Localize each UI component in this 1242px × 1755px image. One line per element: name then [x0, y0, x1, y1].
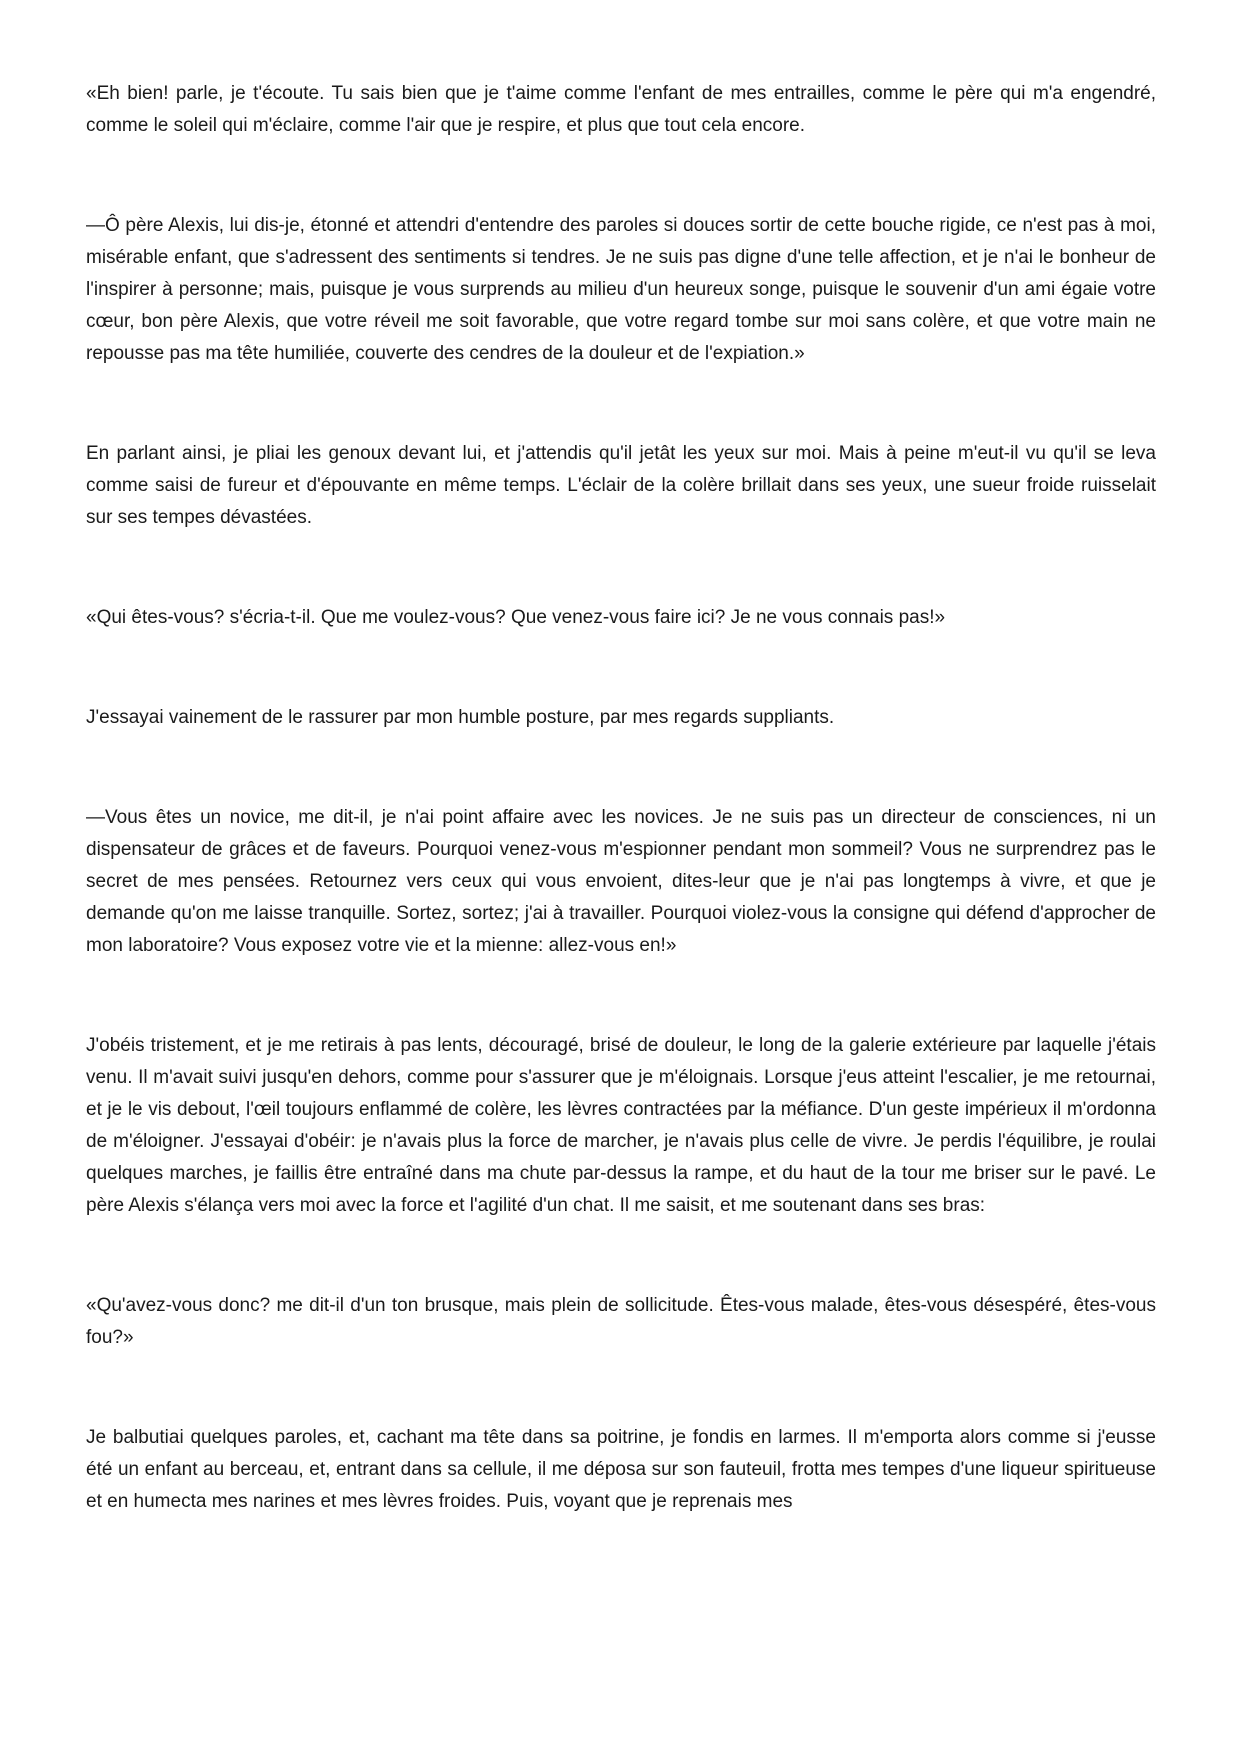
- paragraph-6: —Vous êtes un novice, me dit-il, je n'ai point affaire avec les novices. Je ne suis pas un directeur de consciences, ni un dispensateur de grâces et de faveurs. Pourquoi venez-vous m'espionner pendant mon sommeil? Vous ne surprendrez pas le secret de mes pensées. Retournez vers ceux qui vous envoient, dites-leur que je n'ai pas longtemps à vivre, et que je demande qu'on me laisse tranquille. Sortez, sortez; j'ai à travailler. Pourquoi violez-vous la consigne qui défend d'approcher de mon laboratoire? Vous exposez votre vie et la mienne: allez-vous en!»: [86, 807, 1156, 956]
- paragraph-5: J'essayai vainement de le rassurer par mon humble posture, par mes regards suppliants.: [86, 707, 835, 728]
- paragraph-3: En parlant ainsi, je pliai les genoux devant lui, et j'attendis qu'il jetât les yeux sur moi. Mais à peine m'eut-il vu qu'il se leva comme saisi de fureur et d'épouvante en même temps. L'éclair de la colère brillait dans ses yeux, une sueur froide ruisselait sur ses tempes dévastées.: [86, 443, 1156, 528]
- paragraph-8: «Qu'avez-vous donc? me dit-il d'un ton brusque, mais plein de sollicitude. Êtes-vous malade, êtes-vous désespéré, êtes-vous fou?»: [86, 1295, 1156, 1348]
- paragraph-2: —Ô père Alexis, lui dis-je, étonné et attendri d'entendre des paroles si douces sortir de cette bouche rigide, ce n'est pas à moi, misérable enfant, que s'adressent des sentiments si tendres. Je ne suis pas digne d'une telle affection, et je n'ai le bonheur de l'inspirer à personne; mais, puisque je vous surprends au milieu d'un heureux songe, puisque le souvenir d'un ami égaie votre cœur, bon père Alexis, que votre réveil me soit favorable, que votre regard tombe sur moi sans colère, et que votre main ne repousse pas ma tête humiliée, couverte des cendres de la douleur et de l'expiation.»: [86, 215, 1156, 364]
- paragraph-1: «Eh bien! parle, je t'écoute. Tu sais bien que je t'aime comme l'enfant de mes entrailles, comme le père qui m'a engendré, comme le soleil qui m'éclaire, comme l'air que je respire, et plus que tout cela encore.: [86, 83, 1156, 136]
- paragraph-4: «Qui êtes-vous? s'écria-t-il. Que me voulez-vous? Que venez-vous faire ici? Je ne vous connais pas!»: [86, 607, 946, 628]
- document-page: [86, 78, 1156, 1518]
- paragraph-7: J'obéis tristement, et je me retirais à pas lents, découragé, brisé de douleur, le long de la galerie extérieure par laquelle j'étais venu. Il m'avait suivi jusqu'en dehors, comme pour s'assurer que je m'éloignais. Lorsque j'eus atteint l'escalier, je me retournai, et je le vis debout, l'œil toujours enflammé de colère, les lèvres contractées par la méfiance. D'un geste impérieux il m'ordonna de m'éloigner. J'essayai d'obéir: je n'avais plus la force de marcher, je n'avais plus celle de vivre. Je perdis l'équilibre, je roulai quelques marches, je faillis être entraîné dans ma chute par-dessus la rampe, et du haut de la tour me briser sur le pavé. Le père Alexis s'élança vers moi avec la force et l'agilité d'un chat. Il me saisit, et me soutenant dans ses bras:: [86, 1035, 1156, 1216]
- paragraph-9: Je balbutiai quelques paroles, et, cachant ma tête dans sa poitrine, je fondis en larmes. Il m'emporta alors comme si j'eusse été un enfant au berceau, et, entrant dans sa cellule, il me déposa sur son fauteuil, frotta mes tempes d'une liqueur spiritueuse et en humecta mes narines et mes lèvres froides. Puis, voyant que je reprenais mes: [86, 1427, 1156, 1512]
